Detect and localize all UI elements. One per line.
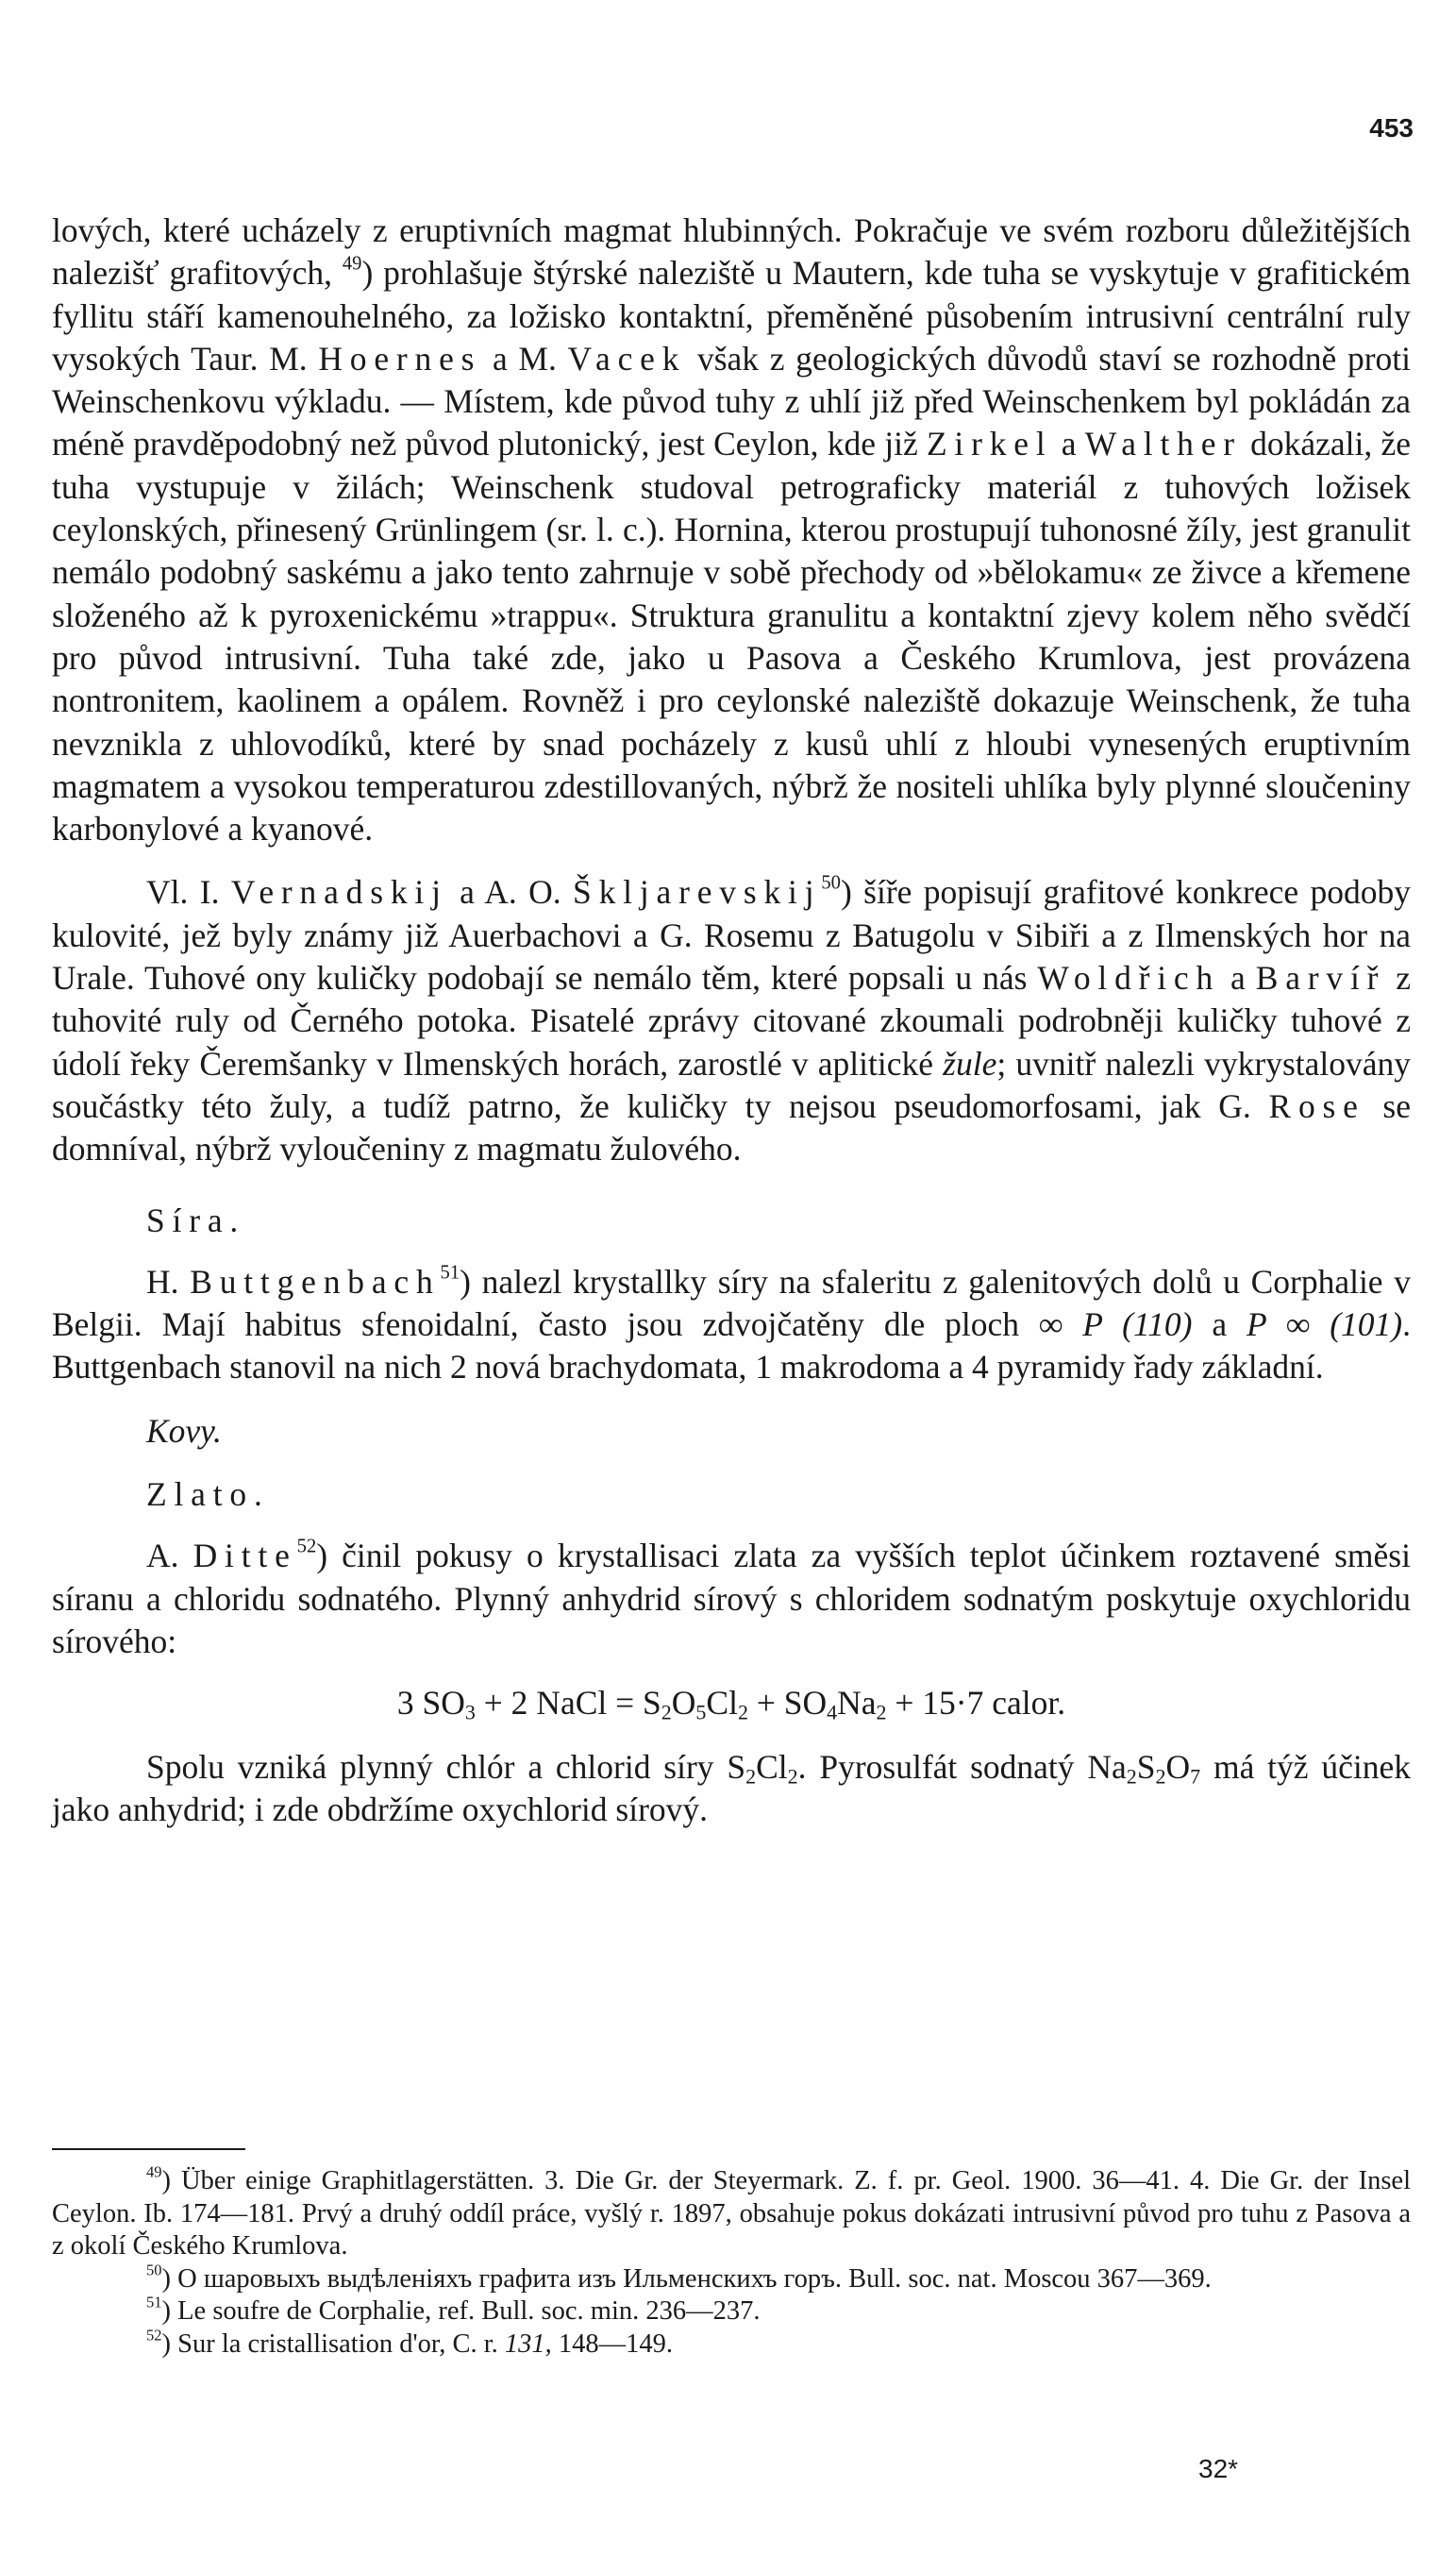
footnote-number: 50 — [146, 2261, 162, 2279]
equation-part: 3 SO — [396, 1684, 465, 1723]
author-name: Barvíř — [1255, 959, 1386, 998]
text-run: a M. — [481, 339, 568, 378]
footnote-number: 49 — [146, 2162, 162, 2181]
footnotes — [52, 2162, 1411, 2361]
section-heading-zlato: Zlato. — [146, 1475, 270, 1514]
text-run: a — [1052, 425, 1085, 463]
crystal-face-symbol: ∞ P (110) — [1038, 1305, 1193, 1344]
equation-part: + SO — [747, 1684, 828, 1723]
author-name: Vacek — [567, 339, 687, 378]
text-run: . Buttgenbach stanovil na nich 2 nová brachydomata, 1 makrodoma a 4 pyramidy řady základní. — [52, 1305, 1411, 1387]
equation-part: O — [671, 1684, 696, 1723]
crystal-face-symbol: P ∞ (101) — [1247, 1305, 1403, 1344]
equation-subscript: 2 — [876, 1700, 887, 1724]
author-name: Buttgenbach — [190, 1262, 441, 1301]
text-run: lových, které ucházely z eruptivních magmat hlubinných. Pokračuje ve svém rozboru důležitějších nalezišť grafitových, — [52, 211, 1411, 293]
equation-part: Cl — [706, 1684, 738, 1723]
footnote-50 — [52, 2263, 1411, 2296]
text-run: Cl — [756, 1747, 788, 1786]
text-run: má týž účinek jako anhydrid; i zde obdržíme oxychlorid sírový. — [52, 1747, 1411, 1828]
author-name: Ditte — [192, 1537, 297, 1575]
footnote-51 — [52, 2295, 1411, 2328]
footnote-text: ) Über einige Graphitlagerstätten. 3. Die Gr. der Steyermark. Z. f. pr. Geol. 1900. 36—41. 4. Die Gr. der Insel Ceylon. Ib. 174—181. Prvý a druhý oddíl práce, vyšlý r. 1897, obsahuje pokus dokázati intrusivní původ pro tuhu z Pasova a z okolí Českého Krumlova. — [52, 2166, 1411, 2261]
paragraph-graphite-continued — [52, 210, 1411, 850]
author-name: Škljarevskij — [573, 873, 822, 912]
author-name: Zirkel — [926, 425, 1053, 463]
equation-part: + 15·7 calor. — [886, 1684, 1066, 1723]
author-name: Hoernes — [318, 339, 482, 378]
text-run: dokázali, že tuha vystupuje v žilách; Weinschenk studoval petrograficky materiál z tuhových ložisek ceylonských, přinesený Grünlingem (sr. l. c.). Hornina, kterou prostupují tuhonosné žíly, jest granulit nemálo podobný saskému a jako tento zahrnuje v sobě přechody od »bělokamu« ze živce a křemene složeného až k pyroxenickému »trappu«. Struktura granulitu a kontaktní zjevy kolem něho svědčí pro původ intrusivní. Tuha také zde, jako u Pasova a Českého Krumlova, jest provázena nontronitem, kaolinem a opálem. Rovněž i pro ceylonské naleziště dokazuje Weinschenk, že tuha nevznikla z uhlovodíků, které by snad pocházely z kusů uhlí z hloubi vynesených eruptivním magmatem a vysokou temperaturou zdestillovaných, nýbrž že nositeli uhlíka byly plynné sloučeniny karbonylové a kyanové. — [52, 425, 1412, 849]
text-run: a — [1192, 1305, 1247, 1344]
text-run: a A. O. — [447, 873, 574, 912]
formula-subscript: 2 — [1126, 1764, 1137, 1788]
text-run: A. — [146, 1537, 193, 1575]
chemical-equation — [52, 1682, 1411, 1724]
paragraph-pyrosulfate — [52, 1746, 1411, 1832]
text-run: ) nalezl krystallky síry na sfaleritu z galenitových dolů u Corphalie v Belgii. Mají habitus sfenoidalní, často jsou zdvojčatěny dle ploch — [52, 1262, 1411, 1344]
text-run: Vl. I. — [146, 873, 231, 912]
footnote-ref: 49 — [342, 253, 362, 275]
text-run: Spolu vzniká plynný chlór a chlorid síry S — [146, 1747, 746, 1786]
equation-subscript: 4 — [827, 1700, 838, 1724]
page-number: 453 — [1369, 113, 1414, 143]
text-run: ) činil pokusy o krystallisaci zlata za vyšších teplot účinkem roztavené směsi síranu a chloridu sodnatého. Plynný anhydrid sírový s chloridem sodnatým poskytuje oxychloridu sírového: — [52, 1537, 1411, 1660]
footnote-text: ) О шаровыхъ выдѣленіяхъ графита изъ Ильменскихъ горъ. Bull. soc. nat. Moscou 367—369. — [161, 2263, 1212, 2294]
equation-part: Na — [837, 1684, 877, 1723]
volume-number: 131, — [504, 2328, 552, 2359]
formula-subscript: 2 — [745, 1764, 757, 1788]
text-run: se domníval, nýbrž vyloučeniny z magmatu žulového. — [52, 1086, 1411, 1168]
italic-word: žule — [943, 1044, 997, 1083]
footnote-text: ) Sur la cristallisation d'or, C. r. — [161, 2328, 505, 2359]
footnote-52 — [52, 2328, 1411, 2362]
author-name: Rose — [1268, 1086, 1365, 1125]
text-run: S — [1136, 1747, 1156, 1786]
text-run: však z geologických důvodů staví se rozhodně proti Weinschenkovu výkladu. — Místem, kde původ tuhy z uhlí již před Weinschenkem byl pokládán za méně pravděpodobný než původ plutonický, jest Ceylon, kde již — [52, 339, 1412, 463]
printer-signature: 32* — [1198, 2454, 1239, 2483]
text-run: O — [1165, 1747, 1191, 1786]
footnote-number: 51 — [146, 2293, 162, 2311]
equation-part: + 2 NaCl = S — [475, 1684, 661, 1723]
author-name: Walther — [1084, 425, 1242, 463]
section-heading-sira: Síra. — [146, 1201, 246, 1239]
footnote-49 — [52, 2162, 1411, 2263]
body-text — [52, 210, 1411, 1831]
formula-subscript: 7 — [1190, 1764, 1201, 1788]
author-name: Woldřich — [1037, 959, 1221, 998]
equation-subscript: 2 — [661, 1700, 672, 1724]
section-heading-kovy: Kovy. — [146, 1411, 222, 1450]
footnote-ref: 52 — [296, 1536, 317, 1557]
text-run: H. — [146, 1262, 191, 1301]
paragraph-buttgenbach — [52, 1261, 1411, 1389]
text-run: ; uvnitř nalezli vykrystalovány součástky této žuly, a tudíž patrno, že kuličky ty nejsou pseudomorfosami, jak G. — [52, 1044, 1411, 1125]
paragraph-ditte — [52, 1535, 1411, 1663]
equation-subscript: 5 — [695, 1700, 707, 1724]
text-run: z tuhovité ruly od Černého potoka. Pisatelé zprávy citované zkoumali podrobněji kuličky tuhové z údolí řeky Čeremšanky v Ilmenských horách, zarostlé v aplitické — [52, 959, 1411, 1083]
equation-subscript: 3 — [464, 1700, 476, 1724]
text-run: ) šíře popisují grafitové konkrece podoby kulovité, jež byly známy již Auerbachovi a G. Rosemu z Batugolu v Sibiři a z Ilmenských hor na Urale. Tuhové ony kuličky podobají se nemálo těm, které popsali u nás — [52, 873, 1411, 998]
author-name: Vernadskij — [230, 873, 448, 912]
footnote-ref: 50 — [821, 873, 841, 895]
text-run: a — [1220, 959, 1256, 998]
footnote-ref: 51 — [440, 1262, 460, 1284]
footnote-text: ) Le soufre de Corphalie, ref. Bull. soc. min. 236—237. — [161, 2296, 761, 2326]
footnote-number: 52 — [146, 2326, 162, 2345]
paragraph-vernadskij — [52, 871, 1411, 1170]
footnote-text: 148—149. — [551, 2328, 674, 2359]
equation-subscript: 2 — [737, 1700, 748, 1724]
footnote-divider — [52, 2148, 245, 2150]
text-run: ) prohlašuje štýrské naleziště u Mautern, kde tuha se vyskytuje v grafitickém fyllitu stáří kamenouhelného, za ložisko kontaktní, přeměněné působením intrusivní centrální ruly vysokých Taur. M. — [52, 254, 1411, 378]
formula-subscript: 2 — [1155, 1764, 1166, 1788]
formula-subscript: 2 — [787, 1764, 798, 1788]
text-run: . Pyrosulfát sodnatý Na — [797, 1747, 1127, 1786]
